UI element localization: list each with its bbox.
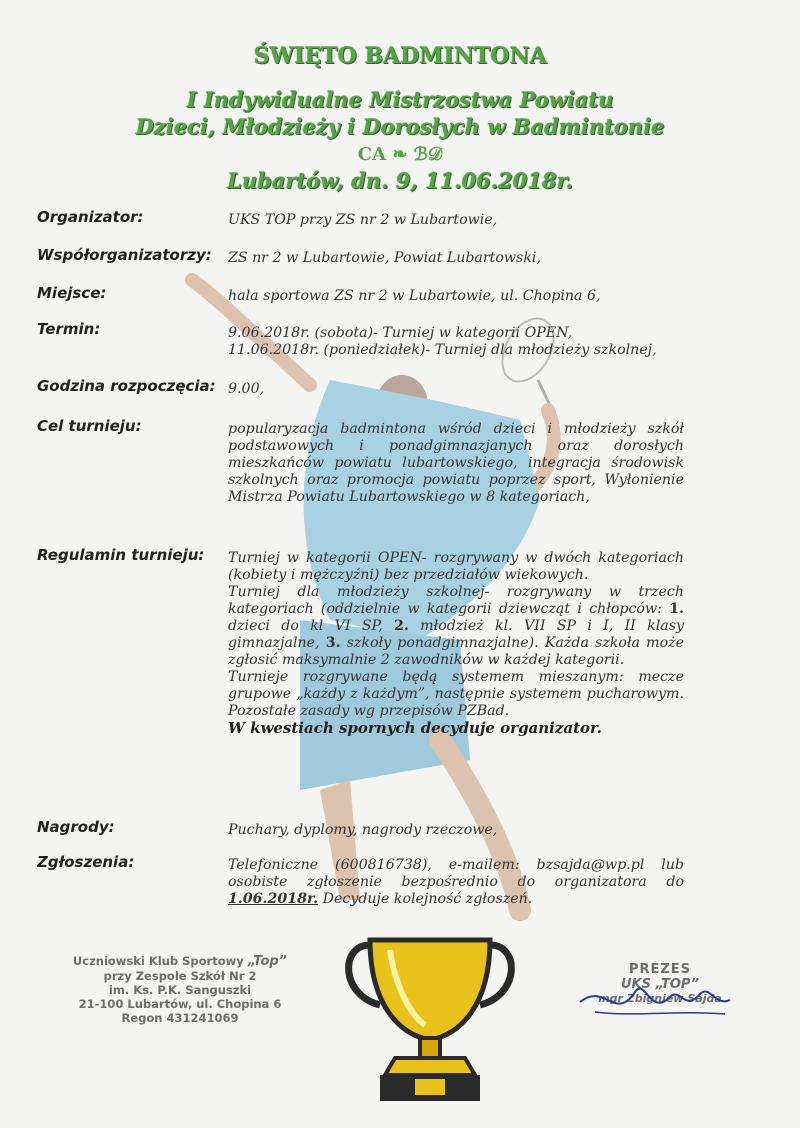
stamp-name: mgr Zbigniew Sajda [598, 992, 722, 1005]
zgloszenia-text: Decyduje kolejność zgłoszeń. [318, 891, 533, 907]
value-termin [228, 325, 684, 359]
regulamin-p2-text: szkoły ponadgimnazjalne). Każda szkoła może zgłosić maksymalnie 2 zawodników w każdej kategorii. [228, 635, 684, 668]
stamp-line: 21-100 Lubartów, ul. Chopina 6 [78, 997, 282, 1011]
club-stamp [70, 954, 290, 1025]
value-godzina: 9.00, [228, 381, 265, 397]
label-nagrody: Nagrody: [37, 818, 115, 836]
stamp-line: im. Ks. P.K. Sanguszki [108, 983, 252, 997]
category-number-3: 3. [325, 635, 341, 651]
regulamin-paragraph-4: W kwestiach spornych decyduje organizator. [228, 719, 602, 737]
subtitle-line-2: Dzieci, Młodzieży i Dorosłych w Badmintonie [135, 114, 665, 139]
label-godzina: Godzina rozpoczęcia: [37, 377, 216, 395]
trophy-icon [340, 925, 520, 1105]
stamp-line: Regon 431241069 [121, 1011, 239, 1025]
regulamin-paragraph-1: Turniej w kategorii OPEN- rozgrywany w dwóch kategoriach (kobiety i mężczyźni) bez przedziałów wiekowych. [228, 550, 684, 583]
subtitle-line-1: I Indywidualne Mistrzostwa Powiatu [186, 87, 614, 112]
regulamin-p2-text: Turniej dla młodzieży szkolnej- rozgrywany w trzech kategoriach (oddzielnie w kategorii dziewcząt i chłopców: [228, 584, 684, 617]
handwritten-signature [575, 972, 735, 1032]
stamp-line: przy Zespole Szkół Nr 2 [103, 969, 257, 983]
label-cel: Cel turnieju: [37, 417, 142, 435]
regulamin-p2-text: dzieci do kl VI SP, [228, 618, 395, 634]
label-miejsce: Miejsce: [37, 284, 107, 302]
category-number-2: 2. [394, 618, 409, 634]
zgloszenia-text: Telefoniczne (600816738), e-mailem: bzsajda@wp.pl lub osobiste zgłoszenie bezpośrednio do organizatora do [228, 857, 684, 890]
value-wspolorganizatorzy: ZS nr 2 w Lubartowie, Powiat Lubartowski, [228, 250, 541, 266]
value-zgloszenia [228, 857, 684, 908]
value-nagrody: Puchary, dyplomy, nagrody rzeczowe, [228, 822, 498, 838]
label-zgloszenia: Zgłoszenia: [37, 853, 135, 871]
value-cel: popularyzacja badmintona wśród dzieci i młodzieży szkół podstawowych i ponadgimnazjanych oraz dorosłych mieszkańców powiatu lubartowskiego, integracja środowisk szkolnych oraz promocja powiatu poprzez sport, Wyłonienie Mistrza Powiatu Lubartowskiego w 8 kategoriach, [228, 421, 684, 505]
label-wspolorganizatorzy: Współorganizatorzy: [37, 246, 212, 264]
stamp-club: UKS „TOP” [620, 977, 700, 992]
value-miejsce: hala sportowa ZS nr 2 w Lubartowie, ul. Chopina 6, [228, 288, 601, 304]
label-regulamin: Regulamin turnieju: [37, 546, 205, 564]
value-organizator: UKS TOP przy ZS nr 2 w Lubartowie, [228, 212, 498, 228]
deadline-date: 1.06.2018r. [228, 891, 319, 907]
stamp-line: Uczniowski Klub Sportowy [72, 954, 248, 968]
stamp-title: PREZES [628, 962, 692, 977]
date-line: Lubartów, dn. 9, 11.06.2018r. [227, 168, 573, 193]
ornament-divider: CA ❧ ℬ𝒟 [357, 144, 443, 165]
regulamin-paragraph-3: Turnieje rozgrywane będą systemem mieszanym: mecze grupowe „każdy z każdym”, następnie systemem pucharowym. Pozostałe zasady wg przepisów PZBad. [228, 669, 684, 719]
value-regulamin [228, 550, 684, 737]
regulamin-paragraph-2 [228, 584, 684, 669]
stamp-club-name: „Top” [247, 954, 288, 969]
termin-line-2: 11.06.2018r. (poniedziałek)- Turniej dla młodzieży szkolnej, [228, 342, 657, 358]
category-number-1: 1. [669, 601, 684, 617]
label-organizator: Organizator: [37, 208, 144, 226]
label-termin: Termin: [37, 320, 101, 338]
regulamin-p2-text: młodzież kl. VII SP i I, II klasy gimnazjalne, [228, 618, 684, 651]
termin-line-1: 9.06.2018r. (sobota)- Turniej w kategorii OPEN, [228, 325, 573, 341]
document-title: ŚWIĘTO BADMINTONA [253, 43, 547, 69]
